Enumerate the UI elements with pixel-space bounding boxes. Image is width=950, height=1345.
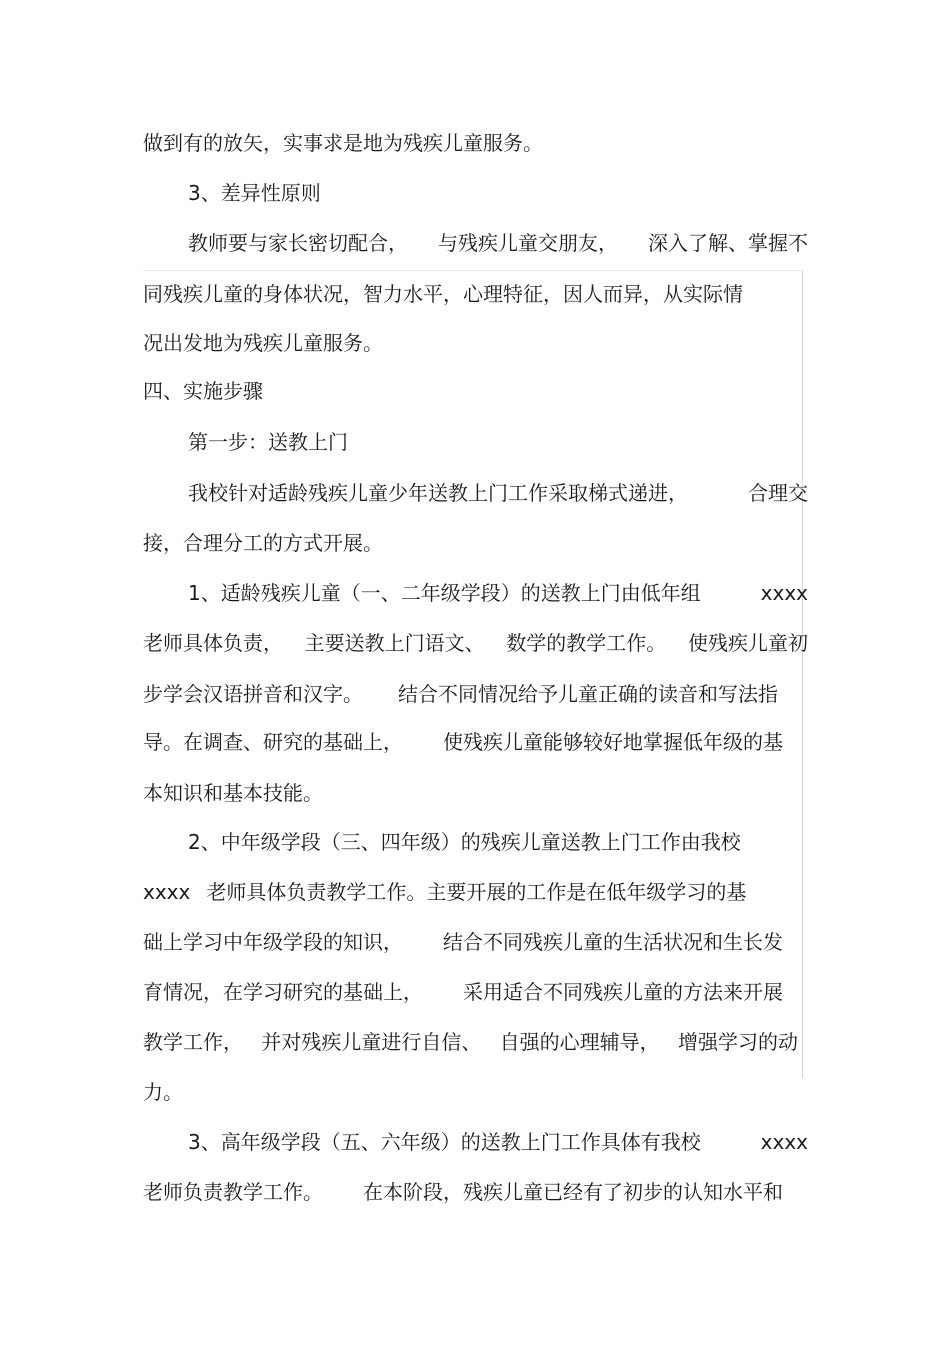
text-span: 在本阶段，残疾儿童已经有了初步的认知水平和 <box>363 1180 783 1204</box>
paragraph-line <box>143 128 808 158</box>
text-span: 并对残疾儿童进行自信、 <box>261 1030 482 1054</box>
text-span: 自强的心理辅导， <box>499 1030 660 1054</box>
paragraph-line <box>143 977 783 1007</box>
text-span: 老师具体负责教学工作。主要开展的工作是在低年级学习的基 <box>206 880 747 904</box>
paragraph-line <box>143 778 808 808</box>
paragraph-line <box>143 727 783 757</box>
text-span: 四、实施步骤 <box>143 379 263 403</box>
step-heading <box>188 427 808 457</box>
text-span: 教师要与家长密切配合， <box>188 231 408 255</box>
text-span: 结合不同情况给予儿童正确的读音和写法指 <box>398 682 778 706</box>
text-span: 3、差异性原则 <box>188 181 321 205</box>
paragraph-line <box>188 228 808 258</box>
paragraph-line <box>143 679 778 709</box>
text-span: xxxx <box>143 880 191 904</box>
paragraph-line <box>188 478 808 508</box>
section-heading <box>188 178 808 208</box>
text-span: 老师负责教学工作。 <box>143 1180 323 1204</box>
text-span: 与残疾儿童交朋友， <box>438 231 618 255</box>
text-span: 育情况，在学习研究的基础上， <box>143 980 423 1004</box>
text-span: 接，合理分工的方式开展。 <box>143 531 383 555</box>
text-span: 2、中年级学段（三、四年级）的残疾儿童送教上门工作由我校 <box>188 830 741 854</box>
text-span: 增强学习的动 <box>677 1030 798 1054</box>
text-span: 1、适龄残疾儿童（一、二年级学段）的送教上门由低年组 <box>188 581 701 605</box>
paragraph-line <box>143 628 808 658</box>
text-span: 主要送教上门语文、 <box>304 631 485 655</box>
text-span: 使残疾儿童初 <box>687 631 808 655</box>
paragraph-line <box>143 328 808 358</box>
text-span: 同残疾儿童的身体状况，智力水平，心理特征，因人而异，从实际情 <box>143 282 743 306</box>
text-span: 力。 <box>143 1080 183 1104</box>
text-span: 本知识和基本技能。 <box>143 781 323 805</box>
paragraph-line <box>143 1077 808 1107</box>
text-span: 做到有的放矢，实事求是地为残疾儿童服务。 <box>143 131 543 155</box>
paragraph-line <box>143 279 808 309</box>
paragraph-line <box>188 1127 808 1157</box>
text-span: 结合不同残疾儿童的生活状况和生长发 <box>443 930 783 954</box>
text-span: 数学的教学工作。 <box>506 631 667 655</box>
text-span: 教学工作， <box>143 1030 243 1054</box>
text-span: 深入了解、掌握不 <box>648 231 808 255</box>
text-span: 况出发地为残疾儿童服务。 <box>143 331 383 355</box>
text-span: 导。在调查、研究的基础上， <box>143 730 403 754</box>
text-span: 础上学习中年级学段的知识， <box>143 930 403 954</box>
paragraph-line <box>143 1177 783 1207</box>
text-span: 老师具体负责， <box>143 631 283 655</box>
paragraph-line <box>143 1027 798 1057</box>
paragraph-line <box>143 927 783 957</box>
text-span: 使残疾儿童能够较好地掌握低年级的基 <box>443 730 783 754</box>
section-heading <box>143 376 808 406</box>
text-span: 第一步：送教上门 <box>188 430 348 454</box>
text-span: xxxx <box>760 581 808 605</box>
text-span: 3、高年级学段（五、六年级）的送教上门工作具体有我校 <box>188 1130 701 1154</box>
paragraph-line <box>188 578 808 608</box>
paragraph-line <box>188 827 808 857</box>
paragraph-line <box>143 528 808 558</box>
text-span: 步学会汉语拼音和汉字。 <box>143 682 363 706</box>
text-span: xxxx <box>760 1130 808 1154</box>
text-span: 我校针对适龄残疾儿童少年送教上门工作采取梯式递进， <box>188 481 688 505</box>
text-span: 采用适合不同残疾儿童的方法来开展 <box>463 980 783 1004</box>
text-span: 合理交 <box>748 481 808 505</box>
paragraph-line <box>143 877 763 907</box>
